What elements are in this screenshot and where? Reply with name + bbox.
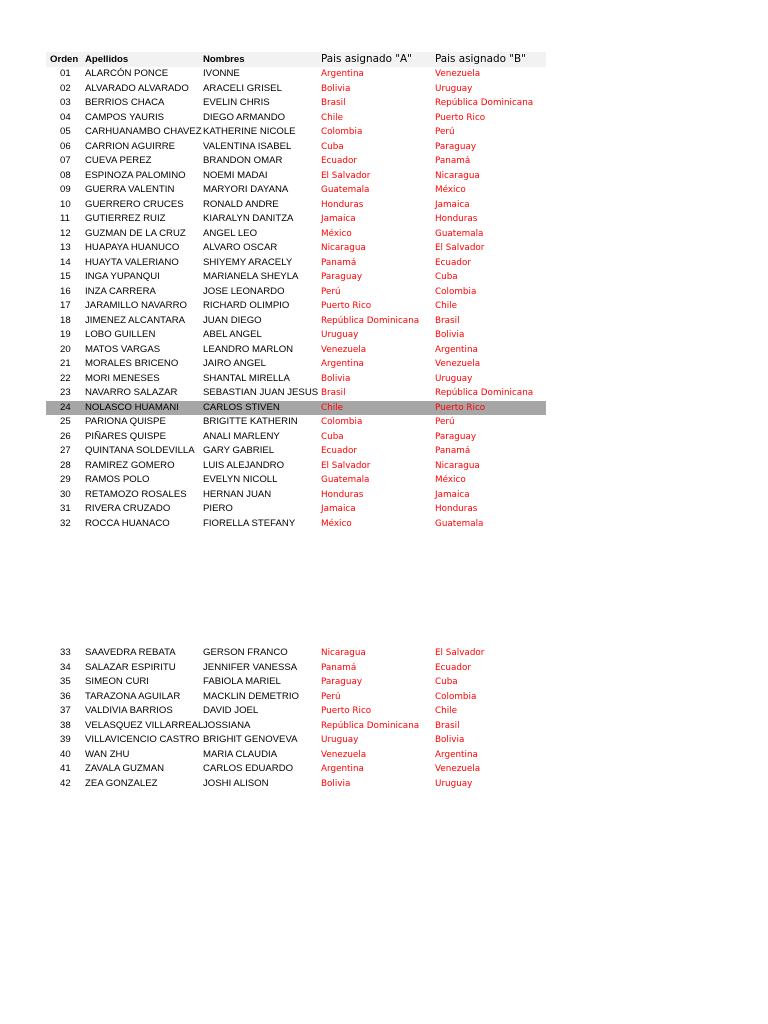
cell-pais-a[interactable]: Brasil <box>321 388 346 398</box>
cell-apellidos[interactable]: CARHUANAMBO CHAVEZ <box>85 126 202 137</box>
cell-pais-a[interactable]: México <box>321 518 352 529</box>
cell-orden[interactable]: 33 <box>60 647 71 658</box>
cell-apellidos[interactable]: INGA YUPANQUI <box>85 271 160 282</box>
cell-nombres[interactable]: SHANTAL MIRELLA <box>203 372 290 384</box>
cell-pais-a[interactable]: Perú <box>321 286 341 297</box>
table-row[interactable] <box>46 430 546 445</box>
cell-orden[interactable]: 10 <box>60 198 71 210</box>
cell-pais-a[interactable]: Venezuela <box>321 344 367 355</box>
cell-pais-b[interactable]: Guatemala <box>435 228 484 239</box>
cell-orden[interactable]: 36 <box>60 690 71 702</box>
cell-pais-a[interactable]: Ecuador <box>321 156 357 166</box>
cell-nombres[interactable]: ALVARO OSCAR <box>203 242 278 253</box>
cell-nombres[interactable]: RONALD ANDRE <box>203 198 279 210</box>
table-row[interactable] <box>46 154 546 169</box>
cell-pais-a[interactable]: Venezuela <box>321 749 367 760</box>
table-row[interactable] <box>46 748 546 763</box>
cell-orden[interactable]: 06 <box>60 140 71 152</box>
table-row[interactable] <box>46 415 546 430</box>
cell-apellidos[interactable]: GUERRERO CRUCES <box>85 198 184 210</box>
cell-nombres[interactable]: SHIYEMY ARACELY <box>203 256 293 268</box>
cell-pais-a[interactable]: Guatemala <box>321 185 370 195</box>
cell-apellidos[interactable]: GUTIERREZ RUIZ <box>85 213 166 224</box>
cell-nombres[interactable]: FABIOLA MARIEL <box>203 676 281 687</box>
header-apellidos: Apellidos <box>85 54 129 65</box>
cell-pais-b[interactable]: México <box>435 475 466 485</box>
table-header-row <box>46 52 546 67</box>
cell-pais-a[interactable]: Bolivia <box>321 778 351 789</box>
cell-pais-b[interactable]: Colombia <box>435 286 477 297</box>
cell-pais-a[interactable]: Chile <box>321 402 344 413</box>
cell-apellidos[interactable]: MATOS VARGAS <box>85 343 161 355</box>
cell-nombres[interactable]: CARLOS EDUARDO <box>203 763 294 774</box>
cell-nombres[interactable]: RICHARD OLIMPIO <box>203 300 290 311</box>
cell-pais-a[interactable]: Uruguay <box>321 330 359 340</box>
cell-apellidos[interactable]: MORI MENESES <box>85 372 160 384</box>
cell-pais-b[interactable]: Honduras <box>435 214 478 224</box>
table-row[interactable] <box>46 198 546 213</box>
cell-nombres[interactable]: GARY GABRIEL <box>203 445 275 456</box>
cell-pais-a[interactable]: Uruguay <box>321 735 359 745</box>
cell-nombres[interactable]: BRANDON OMAR <box>203 155 283 166</box>
cell-pais-a[interactable]: Colombia <box>321 127 363 137</box>
table-row[interactable] <box>46 270 546 285</box>
table-row[interactable] <box>46 125 546 140</box>
cell-apellidos[interactable]: ESPINOZA PALOMINO <box>85 169 186 181</box>
cell-nombres[interactable]: KIARALYN DANITZA <box>203 213 294 224</box>
cell-pais-b[interactable]: Uruguay <box>435 373 473 384</box>
table-row[interactable] <box>46 646 546 661</box>
cell-apellidos[interactable]: GUZMAN DE LA CRUZ <box>85 227 186 239</box>
cell-pais-b[interactable]: Bolivia <box>435 330 465 340</box>
cell-orden[interactable]: 20 <box>60 343 71 355</box>
cell-nombres[interactable]: JUAN DIEGO <box>203 314 262 326</box>
cell-apellidos[interactable]: SAAVEDRA REBATA <box>85 647 176 658</box>
cell-nombres[interactable]: ARACELI GRISEL <box>203 82 282 94</box>
cell-pais-b[interactable]: Cuba <box>435 272 458 282</box>
cell-orden[interactable]: 40 <box>60 748 71 760</box>
cell-pais-a[interactable]: Honduras <box>321 199 364 210</box>
cell-orden[interactable]: 09 <box>60 184 71 195</box>
cell-orden[interactable]: 24 <box>60 401 71 413</box>
cell-pais-b[interactable]: Puerto Rico <box>435 402 486 413</box>
cell-orden[interactable]: 12 <box>60 227 71 239</box>
cell-pais-a[interactable]: El Salvador <box>321 170 371 181</box>
cell-apellidos[interactable]: VELASQUEZ VILLARREAL <box>85 719 204 731</box>
cell-apellidos[interactable]: CUEVA PEREZ <box>85 155 152 166</box>
cell-pais-b[interactable]: El Salvador <box>435 648 485 658</box>
cell-pais-b[interactable]: Brasil <box>435 315 460 326</box>
cell-pais-a[interactable]: Perú <box>321 691 341 702</box>
cell-orden[interactable]: 05 <box>60 126 71 137</box>
cell-pais-a[interactable]: Paraguay <box>321 272 363 282</box>
cell-orden[interactable]: 21 <box>60 358 71 369</box>
cell-apellidos[interactable]: BERRIOS CHACA <box>85 97 165 108</box>
table-row[interactable] <box>46 473 546 488</box>
cell-pais-a[interactable]: Panamá <box>321 257 357 268</box>
cell-pais-a[interactable]: Ecuador <box>321 446 357 456</box>
table-row[interactable] <box>46 82 546 97</box>
cell-apellidos[interactable]: CARRION AGUIRRE <box>85 140 176 152</box>
cell-pais-b[interactable]: Jamaica <box>435 199 470 210</box>
table-row[interactable] <box>46 96 546 111</box>
cell-nombres[interactable]: BRIGITTE KATHERIN <box>203 416 298 427</box>
header-pais-b: Pais asignado "B" <box>435 53 526 65</box>
cell-nombres[interactable]: BRIGHIT GENOVEVA <box>203 734 298 745</box>
cell-pais-a[interactable]: Nicaragua <box>321 648 366 658</box>
table-row[interactable] <box>46 488 546 503</box>
cell-pais-a[interactable]: Paraguay <box>321 677 363 687</box>
table-row[interactable] <box>46 140 546 155</box>
table-row[interactable] <box>46 777 546 792</box>
cell-orden[interactable]: 15 <box>60 271 71 282</box>
cell-apellidos[interactable]: ZEA GONZALEZ <box>85 777 158 789</box>
cell-orden[interactable]: 39 <box>60 734 71 745</box>
header-pais-a: Pais asignado "A" <box>321 53 412 65</box>
cell-nombres[interactable]: SEBASTIAN JUAN JESUS <box>203 387 319 398</box>
cell-nombres[interactable]: HERNAN JUAN <box>203 488 272 500</box>
cell-pais-a[interactable]: República Dominicana <box>321 315 420 326</box>
cell-orden[interactable]: 32 <box>60 517 71 529</box>
cell-orden[interactable]: 25 <box>60 416 71 427</box>
student-country-table-continued <box>46 646 546 791</box>
cell-nombres[interactable]: MARIA CLAUDIA <box>203 748 278 760</box>
cell-orden[interactable]: 30 <box>60 488 71 500</box>
cell-pais-a[interactable]: México <box>321 228 352 239</box>
cell-orden[interactable]: 07 <box>60 155 71 166</box>
table-row[interactable] <box>46 401 546 416</box>
cell-nombres[interactable]: LUIS ALEJANDRO <box>203 459 285 471</box>
table-row[interactable] <box>46 386 546 401</box>
table-row[interactable] <box>46 328 546 343</box>
cell-orden[interactable]: 35 <box>60 676 71 687</box>
cell-pais-a[interactable]: Panamá <box>321 662 357 673</box>
header-orden: Orden <box>50 54 79 65</box>
cell-apellidos[interactable]: PARIONA QUISPE <box>85 416 166 427</box>
cell-pais-b[interactable]: México <box>435 185 466 195</box>
cell-apellidos[interactable]: VILLAVICENCIO CASTRO <box>85 734 200 745</box>
table-row[interactable] <box>46 690 546 705</box>
cell-apellidos[interactable]: QUINTANA SOLDEVILLA <box>85 445 195 456</box>
cell-nombres[interactable]: JAIRO ANGEL <box>203 358 266 369</box>
cell-apellidos[interactable]: NOLASCO HUAMANI <box>85 401 179 413</box>
cell-apellidos[interactable]: VALDIVIA BARRIOS <box>85 705 173 716</box>
cell-nombres[interactable]: IVONNE <box>203 68 240 79</box>
cell-apellidos[interactable]: TARAZONA AGUILAR <box>85 690 181 702</box>
cell-orden[interactable]: 14 <box>60 256 71 268</box>
cell-pais-b[interactable]: Venezuela <box>435 764 481 774</box>
cell-orden[interactable]: 02 <box>60 82 71 94</box>
cell-apellidos[interactable]: INZA CARRERA <box>85 285 156 297</box>
table-row[interactable] <box>46 459 546 474</box>
cell-pais-b[interactable]: Nicaragua <box>435 170 480 181</box>
table-row[interactable] <box>46 762 546 777</box>
cell-nombres[interactable]: LEANDRO MARLON <box>203 343 294 355</box>
cell-pais-a[interactable]: Honduras <box>321 489 364 500</box>
cell-pais-a[interactable]: Bolivia <box>321 373 351 384</box>
cell-nombres[interactable]: ANGEL LEO <box>203 227 258 239</box>
cell-pais-a[interactable]: El Salvador <box>321 460 371 471</box>
cell-pais-a[interactable]: Chile <box>321 112 344 123</box>
cell-orden[interactable]: 37 <box>60 705 71 716</box>
table-row[interactable] <box>46 227 546 242</box>
cell-nombres[interactable]: KATHERINE NICOLE <box>203 126 296 137</box>
cell-orden[interactable]: 11 <box>60 213 70 224</box>
cell-nombres[interactable]: MARYORI DAYANA <box>203 184 289 195</box>
cell-pais-a[interactable]: Argentina <box>321 764 364 774</box>
cell-pais-b[interactable]: Honduras <box>435 504 478 514</box>
student-country-table <box>46 52 546 531</box>
cell-apellidos[interactable]: ALARCÓN PONCE <box>85 68 169 79</box>
cell-pais-b[interactable]: República Dominicana <box>435 98 534 108</box>
table-body-top <box>46 67 546 531</box>
cell-pais-a[interactable]: Cuba <box>321 141 344 152</box>
table-row[interactable] <box>46 343 546 358</box>
cell-apellidos[interactable]: HUAPAYA HUANUCO <box>85 242 180 253</box>
cell-apellidos[interactable]: RAMOS POLO <box>85 474 150 485</box>
cell-pais-a[interactable]: Jamaica <box>321 504 356 514</box>
table-row[interactable] <box>46 241 546 256</box>
cell-apellidos[interactable]: RETAMOZO ROSALES <box>85 488 187 500</box>
cell-orden[interactable]: 03 <box>60 97 71 108</box>
cell-pais-b[interactable]: Panamá <box>435 446 471 456</box>
cell-nombres[interactable]: MARIANELA SHEYLA <box>203 271 299 282</box>
table-row[interactable] <box>46 704 546 719</box>
cell-orden[interactable]: 17 <box>60 300 71 311</box>
cell-orden[interactable]: 22 <box>60 372 71 384</box>
cell-orden[interactable]: 08 <box>60 169 71 181</box>
table-row[interactable] <box>46 357 546 372</box>
cell-pais-a[interactable]: Guatemala <box>321 475 370 485</box>
cell-orden[interactable]: 41 <box>60 763 71 774</box>
cell-pais-b[interactable]: Chile <box>435 706 458 716</box>
table-row[interactable] <box>46 517 546 532</box>
cell-pais-b[interactable]: Nicaragua <box>435 460 480 471</box>
cell-apellidos[interactable]: NAVARRO SALAZAR <box>85 387 178 398</box>
cell-orden[interactable]: 42 <box>60 777 71 789</box>
table-row[interactable] <box>46 314 546 329</box>
cell-pais-a[interactable]: República Dominicana <box>321 720 420 731</box>
cell-apellidos[interactable]: PIÑARES QUISPE <box>85 430 167 442</box>
cell-pais-b[interactable]: Argentina <box>435 344 478 355</box>
table-row[interactable] <box>46 719 546 734</box>
cell-nombres[interactable]: JOSSIANA <box>203 719 251 731</box>
cell-orden[interactable]: 01 <box>60 68 71 79</box>
cell-apellidos[interactable]: JARAMILLO NAVARRO <box>85 300 187 311</box>
cell-orden[interactable]: 19 <box>60 329 71 340</box>
table-row[interactable] <box>46 502 546 517</box>
cell-orden[interactable]: 16 <box>60 285 71 297</box>
cell-pais-a[interactable]: Bolivia <box>321 83 351 94</box>
cell-pais-b[interactable]: Paraguay <box>435 141 477 152</box>
cell-pais-b[interactable]: Venezuela <box>435 69 481 79</box>
cell-pais-b[interactable]: Venezuela <box>435 359 481 369</box>
cell-nombres[interactable]: JENNIFER VANESSA <box>203 661 298 673</box>
table-row[interactable] <box>46 169 546 184</box>
cell-orden[interactable]: 29 <box>60 474 71 485</box>
cell-pais-b[interactable]: Perú <box>435 417 455 427</box>
cell-nombres[interactable]: EVELYN NICOLL <box>203 474 278 485</box>
cell-apellidos[interactable]: ROCCA HUANACO <box>85 517 170 529</box>
cell-apellidos[interactable]: MORALES BRICENO <box>85 358 179 369</box>
cell-pais-a[interactable]: Brasil <box>321 98 346 108</box>
cell-pais-b[interactable]: Colombia <box>435 691 477 702</box>
cell-orden[interactable]: 27 <box>60 445 71 456</box>
cell-pais-b[interactable]: El Salvador <box>435 243 485 253</box>
cell-apellidos[interactable]: SALAZAR ESPIRITU <box>85 661 176 673</box>
cell-orden[interactable]: 18 <box>60 314 71 326</box>
table-row[interactable] <box>46 444 546 459</box>
cell-apellidos[interactable]: JIMENEZ ALCANTARA <box>85 314 186 326</box>
cell-orden[interactable]: 04 <box>60 111 71 123</box>
cell-apellidos[interactable]: ALVARADO ALVARADO <box>85 82 189 94</box>
cell-nombres[interactable]: JOSE LEONARDO <box>203 285 285 297</box>
cell-pais-b[interactable]: Argentina <box>435 749 478 760</box>
cell-apellidos[interactable]: RAMIREZ GOMERO <box>85 459 175 471</box>
cell-pais-b[interactable]: Panamá <box>435 156 471 166</box>
cell-apellidos[interactable]: SIMEON CURI <box>85 676 149 687</box>
table-row[interactable] <box>46 733 546 748</box>
cell-pais-b[interactable]: Guatemala <box>435 518 484 529</box>
cell-pais-b[interactable]: Paraguay <box>435 431 477 442</box>
table-body-bottom <box>46 646 546 791</box>
cell-orden[interactable]: 13 <box>60 242 71 253</box>
cell-pais-a[interactable]: Argentina <box>321 359 364 369</box>
cell-orden[interactable]: 38 <box>60 719 71 731</box>
table-row[interactable] <box>46 372 546 387</box>
cell-apellidos[interactable]: ZAVALA GUZMAN <box>85 763 165 774</box>
cell-apellidos[interactable]: RIVERA CRUZADO <box>85 503 171 514</box>
cell-nombres[interactable]: EVELIN CHRIS <box>203 97 270 108</box>
cell-orden[interactable]: 23 <box>60 387 71 398</box>
cell-pais-b[interactable]: Jamaica <box>435 489 470 500</box>
cell-apellidos[interactable]: WAN ZHU <box>85 748 130 760</box>
cell-pais-b[interactable]: Brasil <box>435 720 460 731</box>
cell-pais-b[interactable]: Ecuador <box>435 662 471 673</box>
cell-pais-b[interactable]: Perú <box>435 127 455 137</box>
cell-nombres[interactable]: ABEL ANGEL <box>203 329 262 340</box>
cell-nombres[interactable]: MACKLIN DEMETRIO <box>203 690 299 702</box>
table-row[interactable] <box>46 675 546 690</box>
cell-pais-b[interactable]: Ecuador <box>435 257 471 268</box>
cell-pais-a[interactable]: Cuba <box>321 431 344 442</box>
table-row[interactable] <box>46 111 546 126</box>
cell-nombres[interactable]: NOEMI MADAI <box>203 169 268 181</box>
cell-nombres[interactable]: FIORELLA STEFANY <box>203 517 296 529</box>
cell-apellidos[interactable]: CAMPOS YAURIS <box>85 111 165 123</box>
table-row[interactable] <box>46 661 546 676</box>
cell-pais-a[interactable]: Puerto Rico <box>321 301 372 311</box>
cell-pais-b[interactable]: República Dominicana <box>435 388 534 398</box>
table-row[interactable] <box>46 183 546 198</box>
cell-pais-b[interactable]: Puerto Rico <box>435 112 486 123</box>
cell-nombres[interactable]: DIEGO ARMANDO <box>203 111 286 123</box>
cell-pais-b[interactable]: Chile <box>435 301 458 311</box>
cell-pais-b[interactable]: Bolivia <box>435 735 465 745</box>
cell-pais-b[interactable]: Cuba <box>435 677 458 687</box>
cell-nombres[interactable]: CARLOS STIVEN <box>203 401 280 413</box>
cell-apellidos[interactable]: GUERRA VALENTIN <box>85 184 175 195</box>
table-row[interactable] <box>46 256 546 271</box>
cell-orden[interactable]: 26 <box>60 430 71 442</box>
table-row[interactable] <box>46 285 546 300</box>
cell-apellidos[interactable]: HUAYTA VALERIANO <box>85 256 179 268</box>
cell-apellidos[interactable]: LOBO GUILLEN <box>85 329 156 340</box>
cell-nombres[interactable]: GERSON FRANCO <box>203 647 288 658</box>
cell-pais-a[interactable]: Jamaica <box>321 214 356 224</box>
cell-pais-b[interactable]: Uruguay <box>435 83 473 94</box>
cell-nombres[interactable]: DAVID JOEL <box>203 705 259 716</box>
cell-nombres[interactable]: PIERO <box>203 503 233 514</box>
cell-pais-b[interactable]: Uruguay <box>435 778 473 789</box>
cell-pais-a[interactable]: Nicaragua <box>321 243 366 253</box>
cell-pais-a[interactable]: Argentina <box>321 69 364 79</box>
cell-pais-a[interactable]: Puerto Rico <box>321 706 372 716</box>
cell-orden[interactable]: 34 <box>60 661 71 673</box>
cell-nombres[interactable]: ANALI MARLENY <box>203 430 280 442</box>
cell-orden[interactable]: 31 <box>60 503 71 514</box>
header-nombres: Nombres <box>203 54 245 65</box>
cell-nombres[interactable]: VALENTINA ISABEL <box>203 140 292 152</box>
cell-pais-a[interactable]: Colombia <box>321 417 363 427</box>
table-row[interactable] <box>46 212 546 227</box>
cell-orden[interactable]: 28 <box>60 459 71 471</box>
table-row[interactable] <box>46 67 546 82</box>
table-row[interactable] <box>46 299 546 314</box>
cell-nombres[interactable]: JOSHI ALISON <box>203 777 269 789</box>
